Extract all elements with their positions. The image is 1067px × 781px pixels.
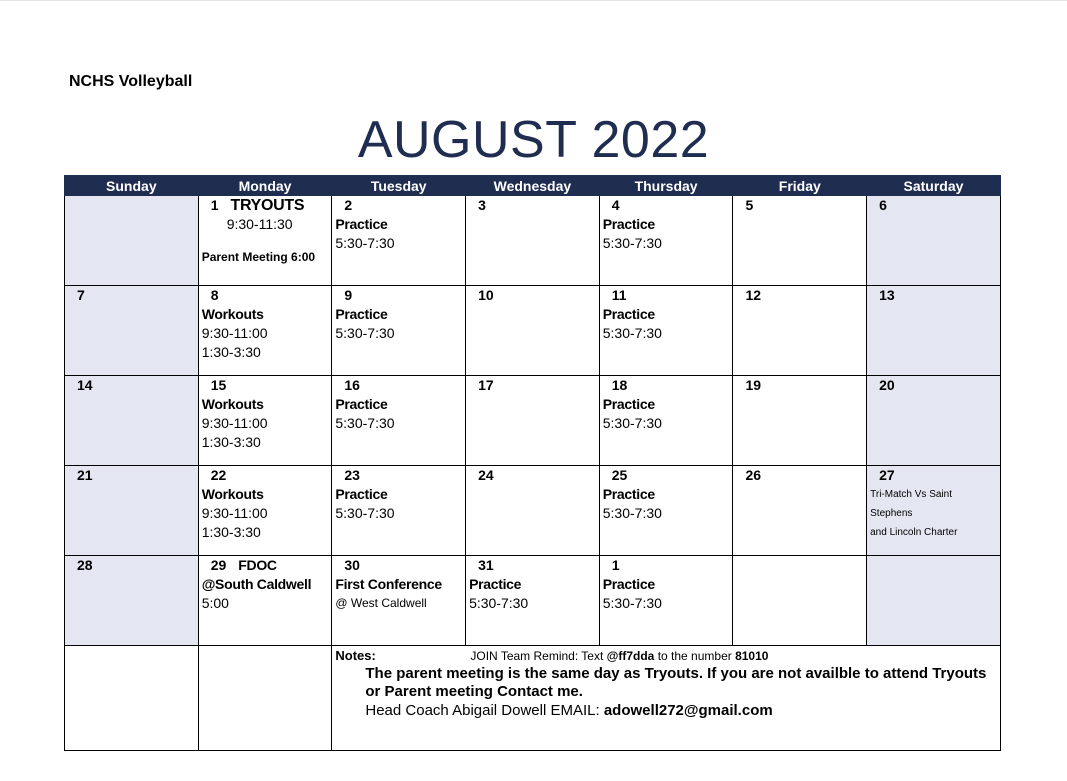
notes-cell xyxy=(332,646,1000,751)
parent-meeting-time: Parent Meeting 6:00 xyxy=(201,250,316,264)
day-header-thursday: Thursday xyxy=(599,176,733,196)
day-number: 10 xyxy=(478,287,494,303)
event-time: 9:30-11:00 xyxy=(201,505,268,521)
day-cell xyxy=(599,376,733,466)
day-cell xyxy=(867,286,1001,376)
day-cell xyxy=(198,196,332,286)
day-cell xyxy=(466,466,600,556)
event-time: 5:30-7:30 xyxy=(602,235,662,251)
week-row xyxy=(65,466,1001,556)
event-name: Practice xyxy=(602,216,655,232)
event-name: Practice xyxy=(602,576,655,592)
event-time: 5:30-7:30 xyxy=(335,235,395,251)
day-cell xyxy=(332,376,466,466)
event-time: 1:30-3:30 xyxy=(201,344,261,360)
event-title: TRYOUTS xyxy=(230,197,305,214)
day-number: 17 xyxy=(478,377,494,393)
day-header-monday: Monday xyxy=(198,176,332,196)
day-cell xyxy=(65,196,199,286)
day-cell xyxy=(733,556,867,646)
event-time: 1:30-3:30 xyxy=(201,524,261,540)
event-name: Practice xyxy=(335,396,388,412)
day-number: 9 xyxy=(344,287,353,303)
day-number: 8 xyxy=(210,287,219,303)
remind-text: JOIN Team Remind: Text @ff7dda to the number 81010 xyxy=(470,649,769,663)
day-number: 12 xyxy=(745,287,762,303)
week-row xyxy=(65,196,1001,286)
top-divider xyxy=(0,0,1067,1)
day-cell xyxy=(198,376,332,466)
day-cell xyxy=(599,466,733,556)
day-header-saturday: Saturday xyxy=(867,176,1001,196)
day-cell xyxy=(332,286,466,376)
week-row xyxy=(65,556,1001,646)
event-name: Practice xyxy=(602,396,655,412)
month-title: AUGUST 2022 xyxy=(357,111,710,169)
week-row xyxy=(65,286,1001,376)
event-time: 5:30-7:30 xyxy=(335,505,395,521)
day-cell xyxy=(466,376,600,466)
day-number: 14 xyxy=(77,377,93,393)
day-cell xyxy=(867,556,1001,646)
day-header-row xyxy=(65,176,1001,196)
coach-contact: Head Coach Abigail Dowell EMAIL: adowell272@gmail.com xyxy=(365,702,773,719)
event-name: Practice xyxy=(335,306,388,322)
day-cell xyxy=(198,556,332,646)
day-number: 19 xyxy=(745,377,762,393)
parent-meeting-note: The parent meeting is the same day as Tryouts. If you are not availble to attend Tryouts or Parent meeting Contact me. xyxy=(365,665,987,700)
day-header-sunday: Sunday xyxy=(65,176,199,196)
event-name: Practice xyxy=(602,486,655,502)
day-number: 28 xyxy=(77,557,93,573)
day-number: 23 xyxy=(344,467,360,483)
day-cell xyxy=(65,466,199,556)
day-number: 21 xyxy=(77,467,93,483)
day-cell xyxy=(332,556,466,646)
event-name: Practice xyxy=(335,216,388,232)
day-number: 7 xyxy=(77,287,85,303)
day-cell xyxy=(867,466,1001,556)
event-time: 5:00 xyxy=(201,595,229,611)
event-time: 5:30-7:30 xyxy=(602,415,662,431)
day-number: 15 xyxy=(210,377,227,393)
day-number: 20 xyxy=(879,377,895,393)
event-time: 5:30-7:30 xyxy=(602,325,662,341)
day-number: 6 xyxy=(879,197,887,213)
day-cell xyxy=(733,466,867,556)
day-cell xyxy=(198,286,332,376)
day-number: 18 xyxy=(611,377,628,393)
day-cell xyxy=(733,286,867,376)
event-name: Practice xyxy=(335,486,388,502)
event-name: First Conference xyxy=(335,576,442,592)
day-cell xyxy=(599,196,733,286)
event-location: @ West Caldwell xyxy=(335,596,427,610)
day-cell xyxy=(599,286,733,376)
day-header-wednesday: Wednesday xyxy=(466,176,600,196)
day-cell xyxy=(599,556,733,646)
notes-row xyxy=(65,646,1001,751)
day-cell xyxy=(65,286,199,376)
day-cell xyxy=(332,466,466,556)
day-number: 25 xyxy=(611,467,628,483)
day-number: 1 xyxy=(210,197,219,213)
day-number: 29 xyxy=(210,557,227,573)
day-number: 4 xyxy=(611,197,620,213)
day-header-friday: Friday xyxy=(733,176,867,196)
team-name: NCHS Volleyball xyxy=(69,73,193,90)
event-name: @South Caldwell xyxy=(201,576,312,592)
event-time: 9:30-11:30 xyxy=(226,216,293,232)
day-cell xyxy=(466,196,600,286)
event-name: Practice xyxy=(602,306,655,322)
day-cell xyxy=(65,556,199,646)
event-name: Workouts xyxy=(201,396,264,412)
day-number: 22 xyxy=(210,467,227,483)
day-number: 24 xyxy=(478,467,494,483)
week-row xyxy=(65,376,1001,466)
event-name: Practice xyxy=(469,576,522,592)
day-cell xyxy=(733,196,867,286)
notes-empty-cell xyxy=(65,646,199,751)
day-number: 26 xyxy=(745,467,762,483)
notes-label: Notes: xyxy=(335,648,376,663)
event-time: 9:30-11:00 xyxy=(201,325,268,341)
day-number: 11 xyxy=(611,287,627,303)
event-time: 5:30-7:30 xyxy=(335,415,395,431)
day-number: 30 xyxy=(344,557,360,573)
event-name: Workouts xyxy=(201,486,264,502)
day-cell xyxy=(867,196,1001,286)
day-cell xyxy=(466,286,600,376)
event-time: 9:30-11:00 xyxy=(201,415,268,431)
day-number: 5 xyxy=(745,197,754,213)
day-cell xyxy=(332,196,466,286)
event-detail: Tri-Match Vs Saint Stephens xyxy=(870,489,952,519)
event-title: FDOC xyxy=(238,557,277,573)
event-time: 5:30-7:30 xyxy=(335,325,395,341)
day-number: 3 xyxy=(478,197,486,213)
event-time: 5:30-7:30 xyxy=(602,595,662,611)
event-time: 5:30-7:30 xyxy=(469,595,529,611)
event-time: 5:30-7:30 xyxy=(602,505,662,521)
event-time: 1:30-3:30 xyxy=(201,434,261,450)
day-cell xyxy=(733,376,867,466)
day-number: 16 xyxy=(344,377,360,393)
day-cell xyxy=(867,376,1001,466)
event-detail: and Lincoln Charter xyxy=(870,527,958,538)
day-number: 1 xyxy=(611,557,620,573)
event-name: Workouts xyxy=(201,306,264,322)
calendar-table xyxy=(64,175,1001,751)
day-number: 27 xyxy=(879,467,895,483)
day-header-tuesday: Tuesday xyxy=(332,176,466,196)
day-cell xyxy=(65,376,199,466)
notes-empty-cell xyxy=(198,646,332,751)
day-cell xyxy=(466,556,600,646)
coach-email[interactable]: adowell272@gmail.com xyxy=(603,702,773,719)
day-number: 2 xyxy=(344,197,353,213)
day-number: 13 xyxy=(879,287,895,303)
day-cell xyxy=(198,466,332,556)
day-number: 31 xyxy=(478,557,494,573)
